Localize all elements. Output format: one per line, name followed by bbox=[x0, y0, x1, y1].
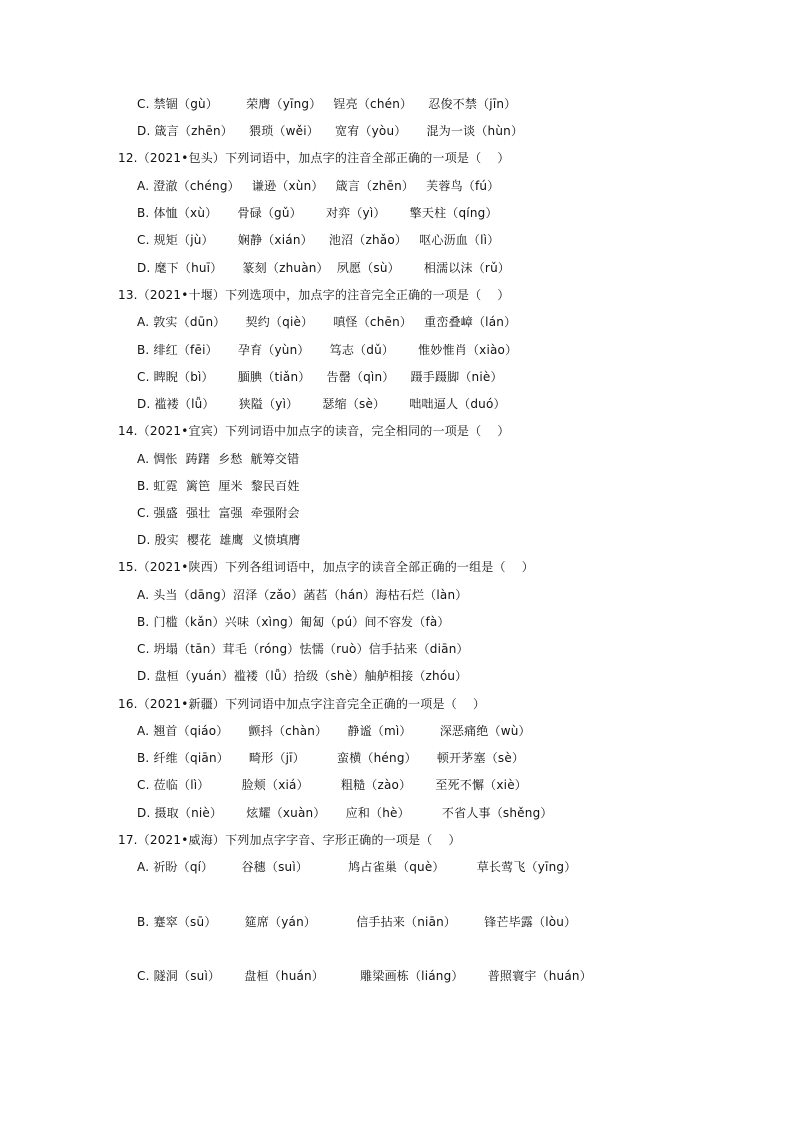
question-16: 16.（2021•新疆）下列词语中加点字注音完全正确的一项是（ ） bbox=[118, 697, 486, 711]
option-12-a: A. 澄澈（chéng） 谦逊（xùn） 箴言（zhēn） 芙蓉鸟（fú） bbox=[137, 179, 500, 193]
option-16-d: D. 摄取（niè） 炫耀（xuàn） 应和（hè） 不省人事（shěng） bbox=[137, 806, 553, 820]
option-16-c: C. 莅临（lì） 脸颊（xiá） 粗糙（zào） 至死不懈（xiè） bbox=[137, 778, 527, 792]
option-11-c: C. 禁锢（gù） 荣膺（yīng） 锃亮（chén） 忍俊不禁（jīn） bbox=[137, 97, 517, 111]
question-15: 15.（2021•陕西）下列各组词语中，加点字的读音全部正确的一组是（ ） bbox=[118, 560, 534, 574]
option-13-a: A. 敦实（dūn） 契约（qiè） 嗔怪（chēn） 重峦叠嶂（lán） bbox=[137, 315, 517, 329]
option-14-c: C. 强盛 强壮 富强 牵强附会 bbox=[137, 506, 300, 520]
option-17-c: C. 隧洞（suì） 盘桓（huán） 雕梁画栋（liáng） 普照寰宇（huán） bbox=[137, 969, 592, 983]
question-12: 12.（2021•包头）下列词语中，加点字的注音全部正确的一项是（ ） bbox=[118, 151, 510, 165]
option-12-c: C. 规矩（jù） 娴静（xián） 池沼（zhǎo） 呕心沥血（lì） bbox=[137, 233, 500, 247]
option-11-d: D. 箴言（zhēn） 猥琐（wěi） 宽宥（yòu） 混为一谈（hùn） bbox=[137, 124, 524, 138]
question-17: 17.（2021•威海）下列加点字字音、字形正确的一项是（ ） bbox=[118, 833, 461, 847]
question-14: 14.（2021•宜宾）下列词语中加点字的读音，完全相同的一项是（ ） bbox=[118, 424, 510, 438]
question-13: 13.（2021•十堰）下列选项中，加点字的注音完全正确的一项是（ ） bbox=[118, 288, 510, 302]
option-16-b: B. 纤维（qiān） 畸形（jī） 蛮横（héng） 顿开茅塞（sè） bbox=[137, 751, 525, 765]
option-17-b: B. 蹇窣（sū） 筵席（yán） 信手拈来（niān） 锋芒毕露（lòu） bbox=[137, 915, 577, 929]
option-12-d: D. 麾下（huī） 篆刻（zhuàn） 夙愿（sù） 相濡以沫（rǔ） bbox=[137, 261, 511, 275]
option-13-c: C. 睥睨（bì） 腼腆（tiǎn） 告罄（qìn） 蹑手蹑脚（niè） bbox=[137, 370, 503, 384]
option-14-d: D. 殷实 樱花 雄鹰 义愤填膺 bbox=[137, 533, 301, 547]
option-14-b: B. 虹霓 篱笆 厘米 黎民百姓 bbox=[137, 479, 300, 493]
option-15-d: D. 盘桓（yuán）褴褛（lǚ）拾级（shè）舳舻相接（zhóu） bbox=[137, 669, 468, 683]
option-14-a: A. 惆怅 踌躇 乡愁 觥筹交错 bbox=[137, 452, 300, 466]
option-12-b: B. 体恤（xù） 骨碌（gǔ） 对弈（yì） 擎天柱（qíng） bbox=[137, 206, 498, 220]
option-15-c: C. 坍塌（tān）茸毛（róng）怯懦（ruò）信手拈来（diān） bbox=[137, 642, 469, 656]
option-15-b: B. 门槛（kǎn）兴味（xìng）匍匐（pú）间不容发（fà） bbox=[137, 615, 450, 629]
option-15-a: A. 头当（dāng）沼泽（zǎo）菡萏（hán）海枯石烂（làn） bbox=[137, 588, 468, 602]
option-13-b: B. 绯红（fēi） 孕育（yùn） 笃志（dǔ） 惟妙惟肖（xiào） bbox=[137, 343, 518, 357]
option-16-a: A. 翘首（qiáo） 颤抖（chàn） 静谧（mì） 深恶痛绝（wù） bbox=[137, 724, 531, 738]
option-13-d: D. 褴褛（lǚ） 狭隘（yì） 瑟缩（sè） 咄咄逼人（duó） bbox=[137, 397, 506, 411]
option-17-a: A. 祈盼（qí） 谷穗（suì） 鸠占雀巢（què） 草长莺飞（yīng） bbox=[137, 860, 577, 874]
